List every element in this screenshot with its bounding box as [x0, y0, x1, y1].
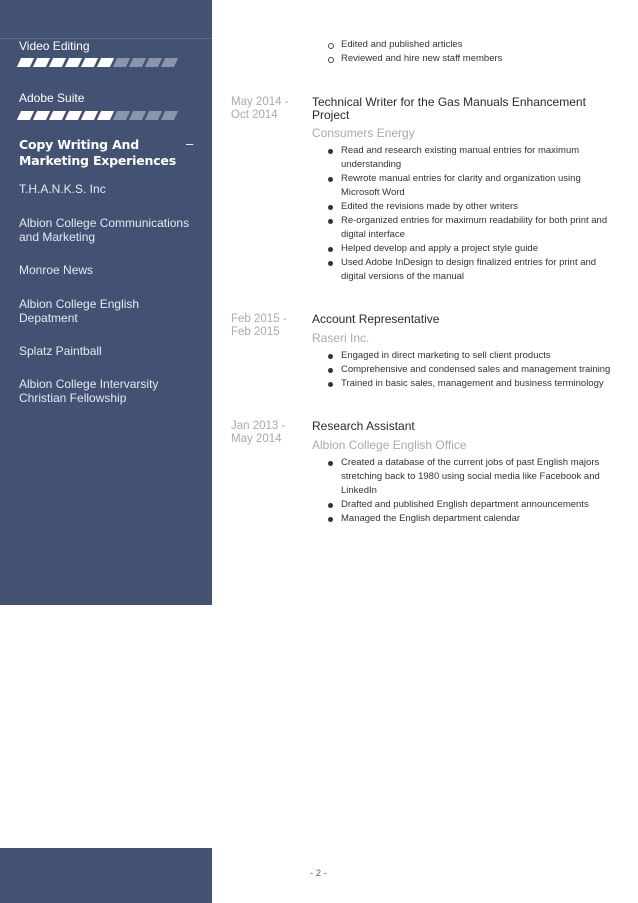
skill-segment	[17, 58, 34, 67]
skill-segment	[33, 111, 50, 120]
sidebar	[0, 0, 212, 605]
job-title: Technical Writer for the Gas Manuals Enhancement Project	[312, 95, 586, 122]
skill-segment	[49, 58, 66, 67]
skill-segment	[33, 58, 50, 67]
collapse-toggle-button[interactable]: –	[186, 136, 194, 151]
main-content	[212, 0, 638, 903]
continued-bullet-list	[326, 38, 606, 66]
company-name: Raseri Inc.	[312, 331, 370, 345]
skill-segment	[145, 58, 162, 67]
list-item: Re-organized entries for maximum readability for both print and digital interface	[326, 214, 611, 242]
list-item: Trained in basic sales, management and business terminology	[326, 377, 616, 391]
list-item: Edited and published articles	[326, 38, 606, 52]
list-item: Edited the revisions made by other writers	[326, 200, 611, 214]
skill-segment	[81, 58, 98, 67]
job-title: Research Assistant	[312, 419, 415, 433]
job-date-start: May 2014 -	[231, 96, 289, 108]
sidebar-item-monroe-news: Monroe News	[19, 263, 94, 277]
list-item: Managed the English department calendar	[326, 512, 611, 526]
skill-segment	[113, 111, 130, 120]
job-bullet-list	[326, 456, 611, 526]
skill-segment	[129, 111, 146, 120]
skill-segment	[17, 111, 34, 120]
list-item: Reviewed and hire new staff members	[326, 52, 606, 66]
job-date-end: Feb 2015	[231, 326, 280, 338]
page-number: - 2 -	[310, 868, 327, 879]
sidebar-item-albion-intervarsity: Albion College Intervarsity Christian Fellowship	[19, 377, 159, 405]
job-date-end: May 2014	[231, 433, 282, 445]
job-date-end: Oct 2014	[231, 109, 278, 121]
job-title: Account Representative	[312, 312, 440, 326]
skill-segment	[129, 58, 146, 67]
list-item: Drafted and published English department announcements	[326, 498, 611, 512]
skill-name-video-editing: Video Editing	[19, 39, 90, 53]
skill-name-adobe-suite: Adobe Suite	[19, 91, 85, 105]
skill-segment	[161, 58, 178, 67]
sidebar-footer	[0, 848, 212, 903]
skill-segment	[49, 111, 66, 120]
company-name: Consumers Energy	[312, 126, 415, 140]
skill-segment	[81, 111, 98, 120]
company-name: Albion College English Office	[312, 438, 467, 452]
sidebar-item-thanks-inc: T.H.A.N.K.S. Inc	[19, 182, 106, 196]
job-bullet-list	[326, 349, 616, 391]
skill-segment	[65, 111, 82, 120]
list-item: Comprehensive and condensed sales and management training	[326, 363, 616, 377]
sidebar-item-splatz-paintball: Splatz Paintball	[19, 344, 102, 358]
skill-segment	[161, 111, 178, 120]
list-item: Engaged in direct marketing to sell client products	[326, 349, 616, 363]
skill-segment	[97, 111, 114, 120]
sidebar-item-albion-english: Albion College English Depatment	[19, 297, 140, 325]
list-item: Used Adobe InDesign to design finalized entries for print and digital versions of the manual	[326, 256, 611, 284]
list-item: Created a database of the current jobs of past English majors stretching back to 1980 using social media like Facebook and LinkedIn	[326, 456, 611, 498]
job-date-start: Jan 2013 -	[231, 420, 286, 432]
skill-segment	[113, 58, 130, 67]
list-item: Read and research existing manual entries for maximum understanding	[326, 144, 611, 172]
list-item: Rewrote manual entries for clarity and organization using Microsoft Word	[326, 172, 611, 200]
job-bullet-list	[326, 144, 611, 284]
skill-segment	[97, 58, 114, 67]
section-heading-copy-writing: Copy Writing And Marketing Experiences	[19, 137, 176, 168]
list-item: Helped develop and apply a project style guide	[326, 242, 611, 256]
sidebar-item-albion-communications: Albion College Communications and Marketing	[19, 216, 190, 244]
skill-segment	[145, 111, 162, 120]
skill-segment	[65, 58, 82, 67]
job-date-start: Feb 2015 -	[231, 313, 287, 325]
